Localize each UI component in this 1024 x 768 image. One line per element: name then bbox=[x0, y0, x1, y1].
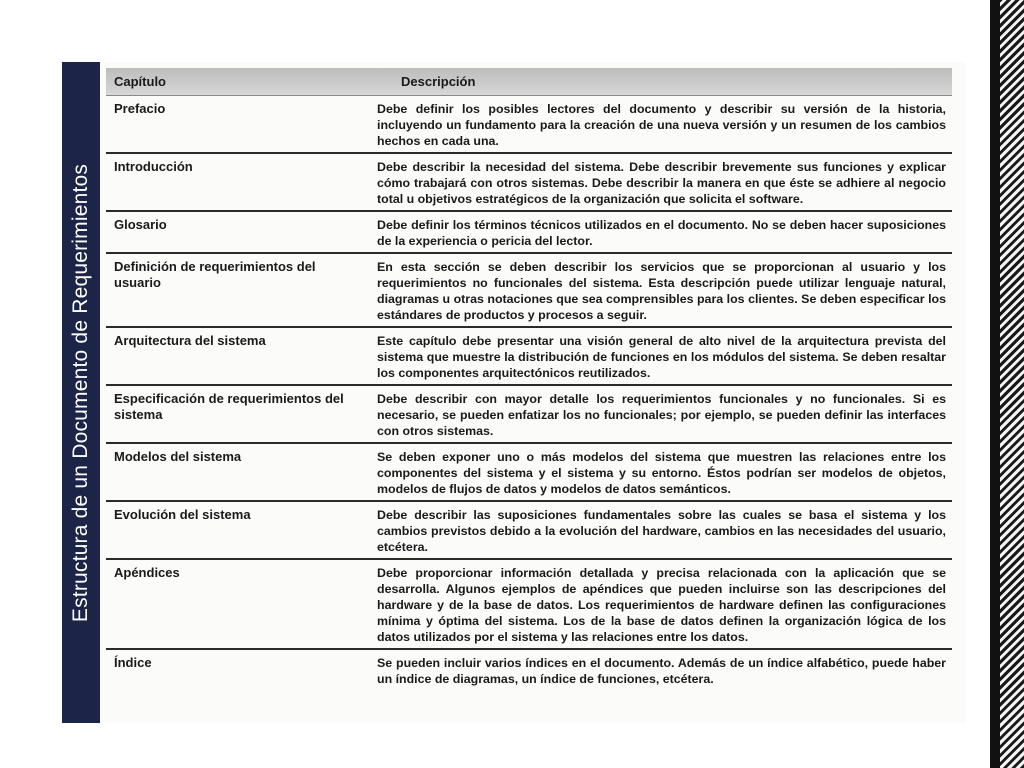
row-capitulo: Definición de requerimientos del usuario bbox=[114, 259, 316, 290]
row-capitulo: Glosario bbox=[114, 217, 167, 232]
row-capitulo: Índice bbox=[114, 655, 152, 670]
table-row bbox=[106, 502, 952, 560]
sidebar-title: Estructura de un Documento de Requerimientos bbox=[69, 163, 92, 622]
row-descripcion: Debe describir con mayor detalle los requerimientos funcionales y no funcionales. Si es necesario, se pueden enfatizar los no funcionales; por ejemplo, se pueden definir las interfaces con otros sistemas. bbox=[377, 392, 946, 438]
table-row bbox=[106, 254, 952, 328]
row-capitulo: Introducción bbox=[114, 159, 193, 174]
row-descripcion: Debe describir la necesidad del sistema. Debe describir brevemente sus funciones y explicar cómo trabajará con otros sistemas. Debe describir la manera en que éste se adhiere al negocio total u objetivos estratégicos de la organización que solicita el software. bbox=[377, 160, 946, 206]
table-row bbox=[106, 650, 952, 690]
slide bbox=[62, 62, 966, 723]
row-capitulo: Especificación de requerimientos del sistema bbox=[114, 391, 344, 422]
header-capitulo: Capítulo bbox=[114, 74, 166, 89]
decorative-border bbox=[990, 0, 1024, 768]
row-descripcion: Este capítulo debe presentar una visión general de alto nivel de la arquitectura prevista del sistema que muestre la distribución de funciones en los módulos del sistema. Se deben resaltar los componentes arquitectónicos reutilizados. bbox=[377, 334, 946, 380]
row-capitulo: Evolución del sistema bbox=[114, 507, 251, 522]
table-row bbox=[106, 328, 952, 386]
row-descripcion: Se deben exponer uno o más modelos del sistema que muestren las relaciones entre los componentes del sistema y el sistema y su entorno. Éstos podrían ser modelos de objetos, modelos de flujos de datos y modelos de datos semánticos. bbox=[377, 450, 946, 496]
requirements-table bbox=[106, 68, 952, 690]
table-row bbox=[106, 444, 952, 502]
table-row bbox=[106, 560, 952, 650]
table-row bbox=[106, 386, 952, 444]
row-descripcion: Debe definir los posibles lectores del documento y describir su versión de la historia, incluyendo un fundamento para la creación de una nueva versión y un resumen de los cambios hechos en cada una. bbox=[377, 102, 946, 148]
table-row bbox=[106, 212, 952, 254]
row-descripcion: Se pueden incluir varios índices en el documento. Además de un índice alfabético, puede haber un índice de diagramas, un índice de funciones, etcétera. bbox=[377, 656, 946, 686]
table-header bbox=[106, 68, 952, 96]
header-descripcion: Descripción bbox=[401, 74, 476, 89]
row-descripcion: Debe proporcionar información detallada y precisa relacionada con la aplicación que se desarrolla. Algunos ejemplos de apéndices que pueden incluirse son las descripciones del hardware y de la base de datos. Los requerimientos de hardware definen las configuraciones mínima y óptima del sistema. Los de la base de datos definen la organización lógica de los datos utilizados por el sistema y las relaciones entre los datos. bbox=[377, 566, 946, 644]
sidebar bbox=[62, 62, 100, 723]
row-descripcion: Debe describir las suposiciones fundamentales sobre las cuales se basa el sistema y los cambios previstos debido a la evolución del hardware, cambios en las necesidades del usuario, etcétera. bbox=[377, 508, 946, 554]
row-capitulo: Prefacio bbox=[114, 101, 166, 116]
table-row bbox=[106, 96, 952, 154]
row-capitulo: Apéndices bbox=[114, 565, 180, 580]
row-capitulo: Arquitectura del sistema bbox=[114, 333, 266, 348]
table-row bbox=[106, 154, 952, 212]
row-descripcion: En esta sección se deben describir los servicios que se proporcionan al usuario y los requerimientos no funcionales del sistema. Esta descripción puede utilizar lenguaje natural, diagramas u otras notaciones que sea comprensibles para los clientes. Se deben especificar los estándares de productos y procesos a seguir. bbox=[377, 260, 946, 322]
row-capitulo: Modelos del sistema bbox=[114, 449, 242, 464]
row-descripcion: Debe definir los términos técnicos utilizados en el documento. No se deben hacer suposiciones de la experiencia o pericia del lector. bbox=[377, 218, 946, 248]
